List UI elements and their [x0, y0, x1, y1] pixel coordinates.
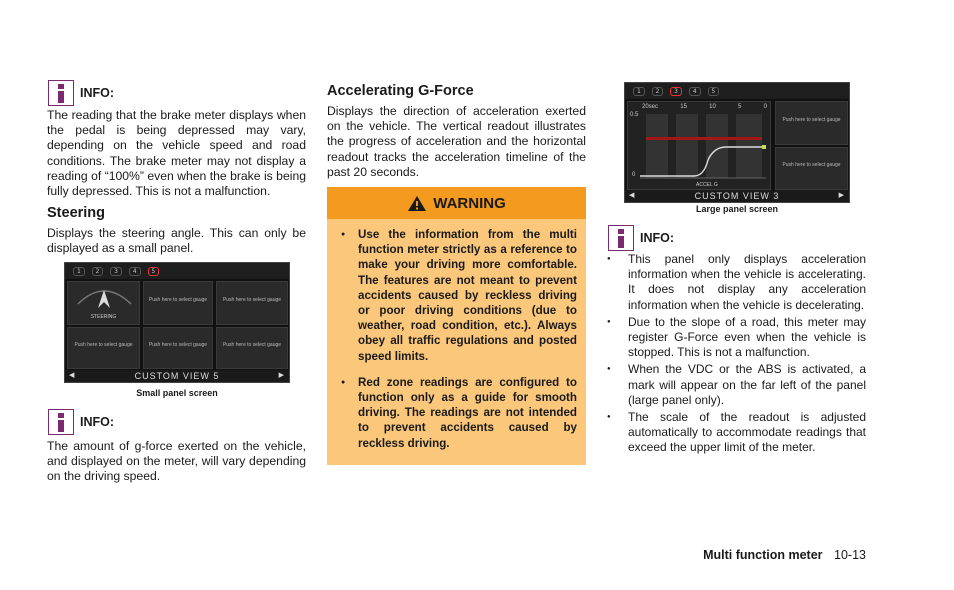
- info-heading-brake: [48, 80, 114, 106]
- tab-1[interactable]: 1: [633, 87, 645, 96]
- steering-gauge-panel: [67, 281, 140, 325]
- panel-text: Push here to select gauge: [782, 162, 841, 168]
- tab-bar: [65, 263, 289, 279]
- panel-text: Push here to select gauge: [222, 297, 282, 303]
- tab-3[interactable]: 3: [670, 87, 682, 96]
- info-icon: [48, 80, 74, 106]
- info-item: ● This panel only displays acceleration information when the vehicle is accelerating. It does not display any acceleration information when the vehicle is decelerating.: [607, 252, 866, 313]
- section-title-accel: Accelerating G-Force: [327, 83, 474, 99]
- panel-text: Push here to select gauge: [148, 297, 208, 303]
- warning-item: ● Use the information from the multi function meter strictly as a reference to make your driving more comfortable. The features are not meant to prevent accidents caused by reckless driving or poor driving conditions (due to weather, road condition, etc.). Always obey all traffic regulations and posted speed limits.: [341, 227, 577, 364]
- info-icon: [48, 409, 74, 435]
- custom-view-label: CUSTOM VIEW 5: [134, 371, 220, 381]
- time-label: 20sec: [642, 104, 659, 110]
- time-label: 0: [763, 104, 767, 110]
- warning-triangle-icon: [407, 195, 427, 212]
- info-item: ● Due to the slope of a road, this meter may register G-Force even when the vehicle is stopped. This is not a malfunction.: [607, 315, 866, 361]
- tab-3[interactable]: 3: [110, 267, 122, 276]
- accel-text: Displays the direction of acceleration exerted on the vehicle. The vertical readout illustrates the progress of acceleration and the horizontal readout tracks the acceleration timeline of the past 20 seconds.: [327, 104, 586, 179]
- info-list-accel: [607, 252, 866, 458]
- select-gauge-panel-5[interactable]: [216, 327, 288, 369]
- info-heading-accel: [608, 225, 674, 251]
- select-gauge-panel-4[interactable]: [143, 327, 213, 369]
- small-panel-caption: Small panel screen: [136, 388, 218, 398]
- tab-4[interactable]: 4: [689, 87, 701, 96]
- info-label: INFO:: [80, 86, 115, 100]
- accel-g-label: ACCEL G: [696, 182, 718, 188]
- panel-text: Push here to select gauge: [782, 117, 841, 123]
- large-panel-caption: Large panel screen: [695, 204, 779, 214]
- select-gauge-panel-3[interactable]: [67, 327, 140, 369]
- info-label: INFO:: [80, 415, 115, 429]
- info-item: ● The scale of the readout is adjusted automatically to accommodate readings that exceed the upper limit of the meter.: [607, 410, 866, 456]
- select-gauge-panel-1[interactable]: [143, 281, 213, 325]
- info-icon: [608, 225, 634, 251]
- warning-item: ● Red zone readings are configured to function only as a guide for smooth driving. The readings are not intended to prevent accidents caused by reckless driving.: [341, 375, 577, 451]
- tab-2[interactable]: 2: [652, 87, 664, 96]
- time-label: 15: [680, 104, 687, 110]
- info-heading-gforce: [48, 409, 114, 435]
- select-gauge-panel-1[interactable]: [775, 101, 848, 145]
- next-arrow-icon[interactable]: ▶: [838, 192, 845, 199]
- select-gauge-panel-2[interactable]: [775, 147, 848, 190]
- warning-box: [327, 187, 586, 465]
- y-max-label: 0.5: [630, 112, 639, 118]
- info-text-gforce: The amount of g-force exerted on the vehicle, and displayed on the meter, will vary depending on the driving speed.: [47, 439, 306, 484]
- info-label: INFO:: [640, 231, 675, 245]
- time-label: 10: [709, 104, 716, 110]
- y-min-label: 0: [632, 172, 636, 178]
- large-panel-screen: [624, 82, 850, 203]
- footer-section: Multi function meter: [703, 548, 823, 562]
- warning-list: [327, 227, 586, 451]
- tab-2[interactable]: 2: [92, 267, 104, 276]
- tab-1[interactable]: 1: [73, 267, 85, 276]
- custom-view-bar: [65, 370, 289, 382]
- tab-5[interactable]: 5: [708, 87, 720, 96]
- steering-label: STEERING: [90, 314, 117, 320]
- panel-text: Push here to select gauge: [148, 342, 208, 348]
- info-text-brake: The reading that the brake meter displays when the pedal is being depressed may vary, depending on the vehicle speed and road conditions. The brake meter may not display a reading of “100%” even when the brake is being fully depressed. This is not a malfunction.: [47, 108, 306, 199]
- tab-bar: [625, 83, 849, 99]
- section-title-steering: Steering: [47, 205, 106, 221]
- warning-header: [327, 187, 586, 219]
- panel-text: Push here to select gauge: [222, 342, 282, 348]
- warning-label: WARNING: [433, 194, 506, 212]
- steering-text: Displays the steering angle. This can only be displayed as a small panel.: [47, 226, 306, 256]
- small-panel-screen: [64, 262, 290, 383]
- custom-view-label: CUSTOM VIEW 3: [694, 191, 780, 201]
- prev-arrow-icon[interactable]: ◀: [69, 372, 76, 379]
- info-item: ● When the VDC or the ABS is activated, a mark will appear on the far left of the panel (large panel only).: [607, 362, 866, 408]
- panel-text: Push here to select gauge: [74, 342, 133, 348]
- time-label: 5: [738, 104, 742, 110]
- accel-g-panel: [627, 101, 771, 190]
- page-footer: [703, 548, 866, 562]
- page-number: 10-13: [834, 548, 866, 562]
- next-arrow-icon[interactable]: ▶: [278, 372, 285, 379]
- custom-view-bar: [625, 190, 849, 202]
- tab-5[interactable]: 5: [148, 267, 160, 276]
- prev-arrow-icon[interactable]: ◀: [629, 192, 636, 199]
- accel-graph: [628, 102, 772, 191]
- select-gauge-panel-2[interactable]: [216, 281, 288, 325]
- tab-4[interactable]: 4: [129, 267, 141, 276]
- steering-gauge-icon: [68, 282, 141, 312]
